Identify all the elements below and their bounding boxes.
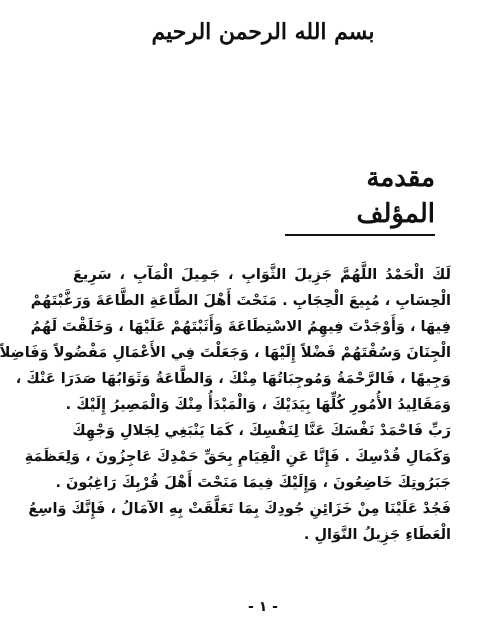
section-title: مقدمة المؤلف: [285, 160, 435, 236]
text-line: وَجِيهًا ، فَالرَّحْمَةُ وَمُوجِبَاتُهَا مِنْكَ ، وَالطَّاعَةُ وَثَوَابُهَا صَدَرَا عَنْكَ ،: [15, 371, 451, 387]
text-line: وَكَمَالِ قُدْسِكَ . فَإِنَّا عَنِ الْقِيَامِ بِحَقِّ حَمْدِكَ عَاجِزُونَ ، وَلِعَظَمَةِ: [24, 449, 451, 465]
text-line: الْحِسَابِ ، مُبِيعَ الْحِجَابِ . مَنَحْتَ أَهْلَ الطَّاعَةِ الطَّاعَةَ وَرَغَّبْتَهُمْ: [30, 293, 451, 309]
text-line: وَمَقَالِيدُ الأُمُورِ كُلِّهَا بِيَدَيْكَ ، وَالْمَبْدَأُ مِنْكَ وَالْمَصِيرُ إِلَيْكَ .: [65, 397, 451, 413]
text-line: الْعَطَاءِ جَزِيلُ النَّوَالِ .: [303, 527, 451, 543]
paragraph: [0, 262, 451, 418]
text-line: فِيهَا ، وَأَوْجَدْتَ فِيهِمُ الاسْتِطَاعَةَ وَأَثَبْتَهُمْ عَلَيْهَا ، وَخَلَقْتَ لَهُمُ: [30, 319, 451, 335]
body-text: [0, 262, 451, 548]
text-line: لَكَ الْحَمْدُ اللَّهُمَّ جَزِيلَ الثَّوَابِ ، جَمِيلَ الْمَآبِ ، سَرِيعَ: [73, 267, 451, 283]
page-number: - ١ -: [248, 599, 278, 615]
paragraph: [24, 418, 451, 548]
text-line: رَبِّ فَاحْمَدْ نَفْسَكَ عَنَّا لِنَفْسِكَ ، كَمَا يَنْبَغِي لِجَلالِ وَجْهِكَ: [72, 423, 451, 439]
text-line: جَبَرُوتِكَ خَاضِعُونَ ، وَإِلَيْكَ فِيمَا مَنَحْتَ أَهْلَ قُرْبِكَ رَاغِبُونَ .: [55, 475, 451, 491]
text-line: الْجِنَانَ وَسُقْتَهُمْ فَضْلاً إِلَيْهَا ، وَجَعَلْتَ فِي الأَعْمَالِ مَفْضُولاً وَفَاضِلاً: [0, 345, 451, 361]
basmala-heading: بسم الله الرحمن الرحيم: [151, 19, 375, 45]
text-line: فَجُدْ عَلَيْنَا مِنْ خَزَائِنِ جُودِكَ بِمَا تَعَلَّقَتْ بِهِ الآمَالُ ، فَإِنَّكَ وَاسِعُ: [28, 501, 451, 517]
